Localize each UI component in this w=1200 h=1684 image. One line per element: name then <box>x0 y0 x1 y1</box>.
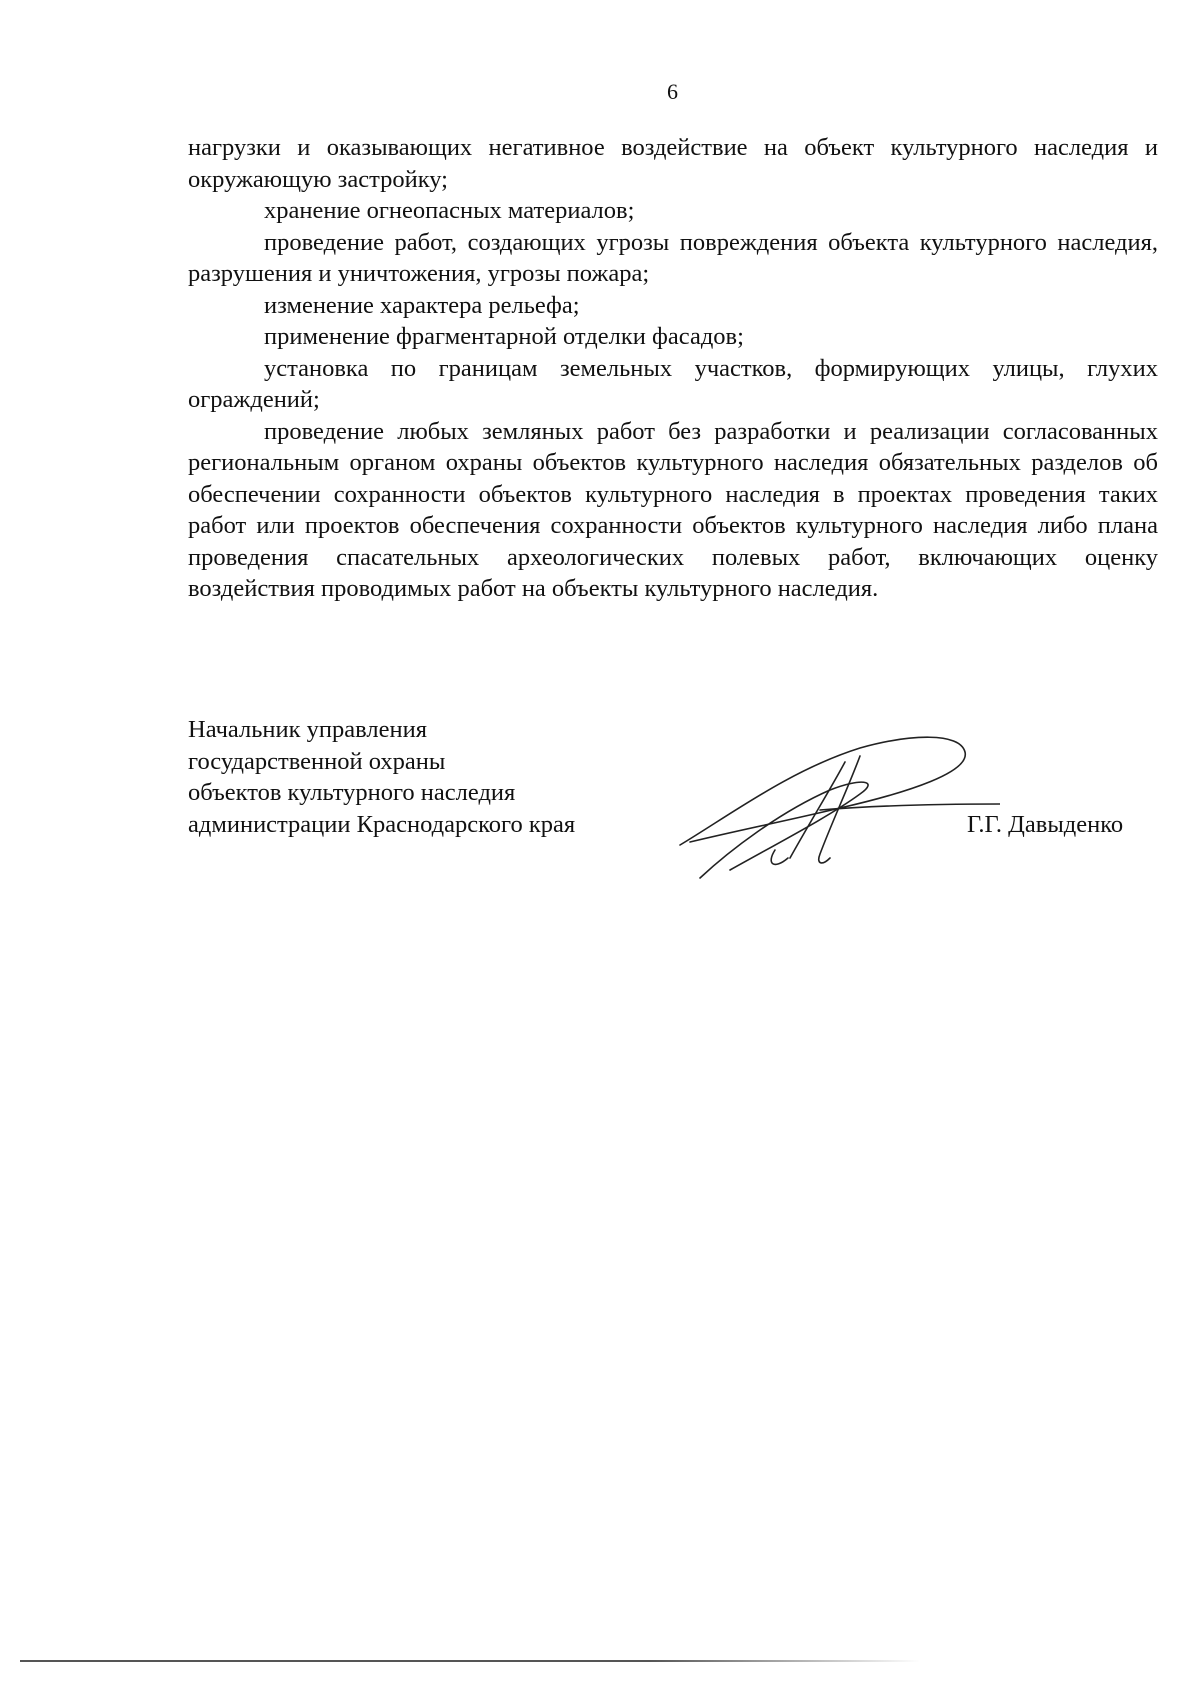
body-paragraph: проведение любых земляных работ без разработки и реализации согласованных региональным органом охраны объектов культурного наследия обязательных разделов об обеспечении сохранности объектов культурного наследия в проектах проведения таких работ или проектов обеспечения сохранности объектов культурного наследия либо плана проведения спасательных археологических полевых работ, включающих оценку воздействия проводимых работ на объекты культурного наследия. <box>188 417 1158 602</box>
body-paragraph: нагрузки и оказывающих негативное воздействие на объект культурного наследия и окружающую застройку; <box>188 134 1158 193</box>
body-paragraph: хранение огнеопасных материалов; <box>264 197 635 224</box>
document-body <box>188 132 1158 605</box>
footer-rule <box>20 1660 920 1662</box>
handwritten-signature-icon <box>670 730 1000 880</box>
body-paragraph: установка по границам земельных участков, формирующих улицы, глухих ограждений; <box>188 354 1158 413</box>
body-paragraph: изменение характера рельефа; <box>264 291 580 319</box>
signatory-title-block <box>188 714 575 840</box>
signatory-title-line: Начальник управления <box>188 716 427 743</box>
signatory-title-line: государственной охраны <box>188 747 446 775</box>
signatory-name: Г.Г. Давыденко <box>967 811 1124 838</box>
signatory-title-line: объектов культурного наследия <box>188 779 516 806</box>
body-paragraph: проведение работ, создающих угрозы повреждения объекта культурного наследия, разрушения и уничтожения, угрозы пожара; <box>188 228 1158 287</box>
page-number: 6 <box>667 79 678 104</box>
signatory-title-line: администрации Краснодарского края <box>188 810 576 838</box>
body-paragraph: применение фрагментарной отделки фасадов; <box>264 323 744 350</box>
